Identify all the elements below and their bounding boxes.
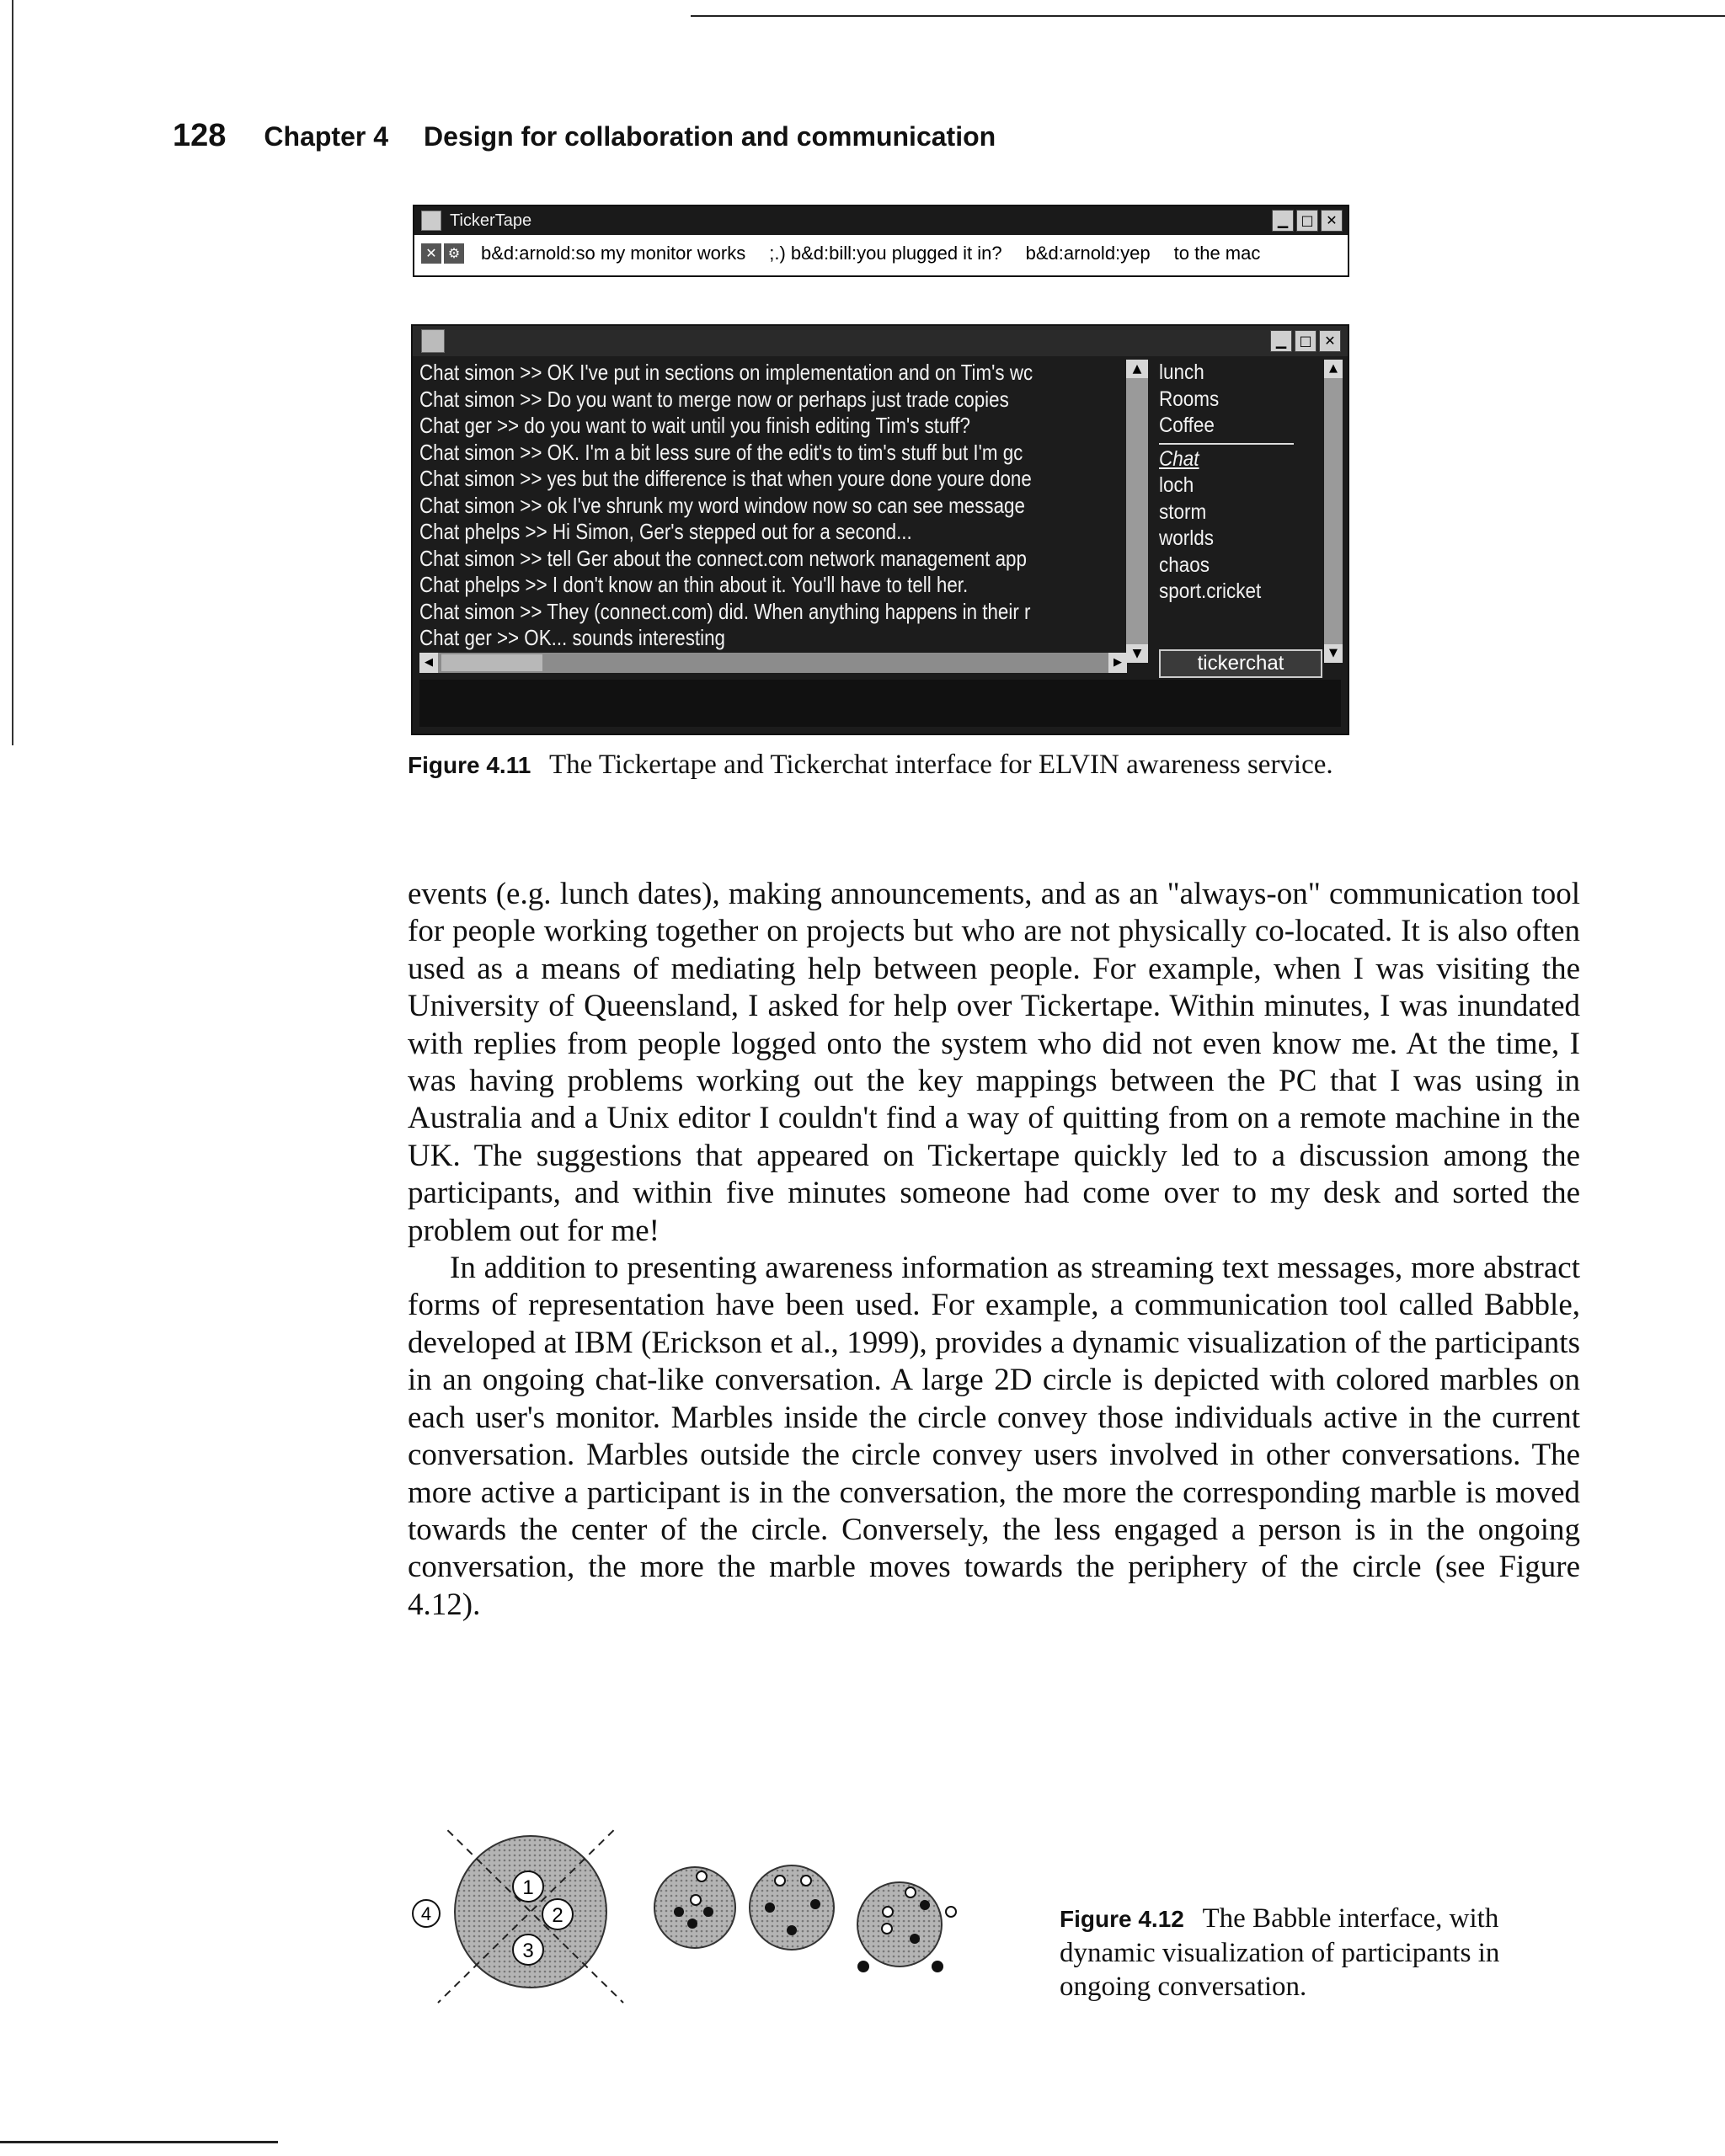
babble-state-3 <box>857 1882 956 1972</box>
minimize-icon[interactable]: ▁ <box>1270 330 1292 352</box>
room-item[interactable]: lunch <box>1159 360 1204 384</box>
settings-icon[interactable]: ⚙ <box>444 243 464 264</box>
marker-number: 4 <box>420 1903 432 1924</box>
chat-message: Chat simon >> OK. I'm a bit less sure of the edit's to tim's stuff but I'm gc <box>419 439 1023 465</box>
room-list-scrollbar[interactable] <box>1324 360 1343 663</box>
window-controls <box>1270 330 1341 352</box>
room-item[interactable]: Coffee <box>1159 414 1215 437</box>
babble-state-1 <box>654 1867 735 1948</box>
scroll-down-icon[interactable]: ▼ <box>1126 644 1148 663</box>
chat-vertical-scrollbar[interactable] <box>1126 360 1148 663</box>
room-divider <box>1159 443 1294 445</box>
chat-message: Chat simon >> Do you want to merge now or perhaps just trade copies <box>419 386 1009 412</box>
tickerchat-button[interactable]: tickerchat <box>1159 649 1322 678</box>
room-list <box>1159 360 1319 606</box>
room-item[interactable]: Rooms <box>1159 387 1220 411</box>
paragraph: In addition to presenting awareness information as streaming text messages, more abstract forms of representation have been used. For example, a communication tool called Babble, developed at IBM (Erickson et al., 1999), provides a dynamic visualization of the participants in an ongoing chat-like conversation. A large 2D circle is depicted with colored marbles on each user's monitor. Marbles inside the circle convey those individuals active in the current conversation. Marbles outside the circle convey users involved in other conversations. The more active a participant is in the conversation, the more the corresponding marble is moved towards the center of the circle. Conversely, the less engaged a person is in the ongoing conversation, the more the marble moves towards the periphery of the circle (see Figure 4.12). <box>408 1251 1580 1622</box>
app-icon <box>421 329 445 353</box>
chat-message: Chat simon >> yes but the difference is that when youre done youre done <box>419 466 1032 491</box>
window-controls <box>1272 210 1343 232</box>
scroll-thumb[interactable] <box>441 654 542 671</box>
maximize-icon[interactable]: □ <box>1295 330 1316 352</box>
caption-text: The Babble interface, with dynamic visualization of participants in ongoing conversation. <box>1060 1903 1500 2002</box>
tickertape-title: TickerTape <box>450 211 532 230</box>
tickerchat-titlebar <box>413 326 1348 356</box>
figure-4-11-caption <box>408 750 1333 781</box>
running-head <box>173 118 996 154</box>
close-icon[interactable]: ✕ <box>1319 330 1341 352</box>
tickertape-message-strip <box>414 235 1348 272</box>
room-item[interactable]: loch <box>1159 473 1194 497</box>
chat-message: Chat phelps >> I don't know an thin about it. You'll have to tell her. <box>419 572 969 597</box>
room-item[interactable]: storm <box>1159 499 1207 524</box>
top-rule <box>691 15 1725 17</box>
ticker-message[interactable]: to the mac <box>1173 243 1261 264</box>
room-item-selected[interactable]: Chat <box>1159 446 1199 471</box>
tickertape-controls <box>421 243 464 264</box>
close-icon[interactable]: ✕ <box>421 243 441 264</box>
body-text <box>408 876 1580 1624</box>
chapter-label: Chapter 4 <box>264 121 388 152</box>
room-item[interactable]: sport.cricket <box>1159 579 1262 603</box>
chat-horizontal-scrollbar[interactable] <box>419 653 1127 673</box>
scroll-right-icon[interactable]: ▶ <box>1108 653 1127 673</box>
chat-input-field[interactable] <box>419 680 1341 727</box>
chapter-title: Design for collaboration and communication <box>424 121 996 152</box>
room-item[interactable]: chaos <box>1159 552 1210 577</box>
marker-number: 2 <box>552 1904 563 1927</box>
figure-4-12-caption <box>1060 1902 1582 2004</box>
chat-message: Chat simon >> They (connect.com) did. When anything happens in their r <box>419 598 1031 624</box>
ticker-message[interactable]: ;.) b&d:bill:you plugged it in? <box>769 243 1002 264</box>
ticker-message[interactable]: b&d:arnold:so my monitor works <box>481 243 746 264</box>
chat-message: Chat ger >> OK... sounds interesting <box>419 625 725 650</box>
caption-text: The Tickertape and Tickerchat interface for ELVIN awareness service. <box>548 750 1333 780</box>
chat-message: Chat ger >> do you want to wait until you finish editing Tim's stuff? <box>419 413 970 438</box>
page-number: 128 <box>173 118 227 153</box>
babble-main-circle <box>413 1828 623 2003</box>
left-margin-rule <box>12 0 13 745</box>
paragraph: events (e.g. lunch dates), making announcements, and as an "always-on" communication tool for people working together on projects but who are not physically co-located. It is also often used as a means of mediating help between people. For example, when I was visiting the University of Queensland, I asked for help over Tickertape. Within minutes, I was inundated with replies from people logged onto the system who did not even know me. At the time, I was having problems working out the key mappings between the PC that I was using in Australia and a Unix editor I couldn't find a way of quitting from on a remote machine in the UK. The suggestions that appeared on Tickertape quickly led to a discussion among the participants, and within five minutes someone had come over to my desk and sorted the problem out for me! <box>408 877 1580 1248</box>
figure-label: Figure 4.12 <box>1060 1906 1184 1932</box>
chat-message: Chat simon >> ok I've shrunk my word window now so can see message <box>419 492 1025 518</box>
bottom-rule <box>0 2141 278 2143</box>
close-icon[interactable]: ✕ <box>1321 210 1343 232</box>
scroll-up-icon[interactable]: ▲ <box>1324 360 1343 378</box>
chat-message: Chat simon >> tell Ger about the connect.com network management app <box>419 545 1027 571</box>
room-item[interactable]: worlds <box>1159 526 1215 550</box>
maximize-icon[interactable]: □ <box>1296 210 1318 232</box>
app-icon <box>421 211 441 231</box>
scroll-left-icon[interactable]: ◀ <box>419 653 438 673</box>
babble-state-2 <box>750 1865 834 1950</box>
marker-number: 1 <box>522 1876 534 1899</box>
figure-label: Figure 4.11 <box>408 752 531 778</box>
minimize-icon[interactable]: ▁ <box>1272 210 1294 232</box>
tickerchat-window <box>411 324 1349 735</box>
scroll-up-icon[interactable]: ▲ <box>1126 360 1148 378</box>
chat-message: Chat simon >> OK I've put in sections on implementation and on Tim's wc <box>419 360 1033 385</box>
babble-figure <box>396 1828 1036 2013</box>
tickertape-titlebar <box>414 206 1348 235</box>
scroll-down-icon[interactable]: ▼ <box>1324 644 1343 663</box>
chat-message: Chat phelps >> Hi Simon, Ger's stepped out for a second... <box>419 519 912 544</box>
marker-number: 3 <box>522 1940 534 1962</box>
tickertape-window <box>413 205 1349 277</box>
ticker-message[interactable]: b&d:arnold:yep <box>1025 243 1151 264</box>
